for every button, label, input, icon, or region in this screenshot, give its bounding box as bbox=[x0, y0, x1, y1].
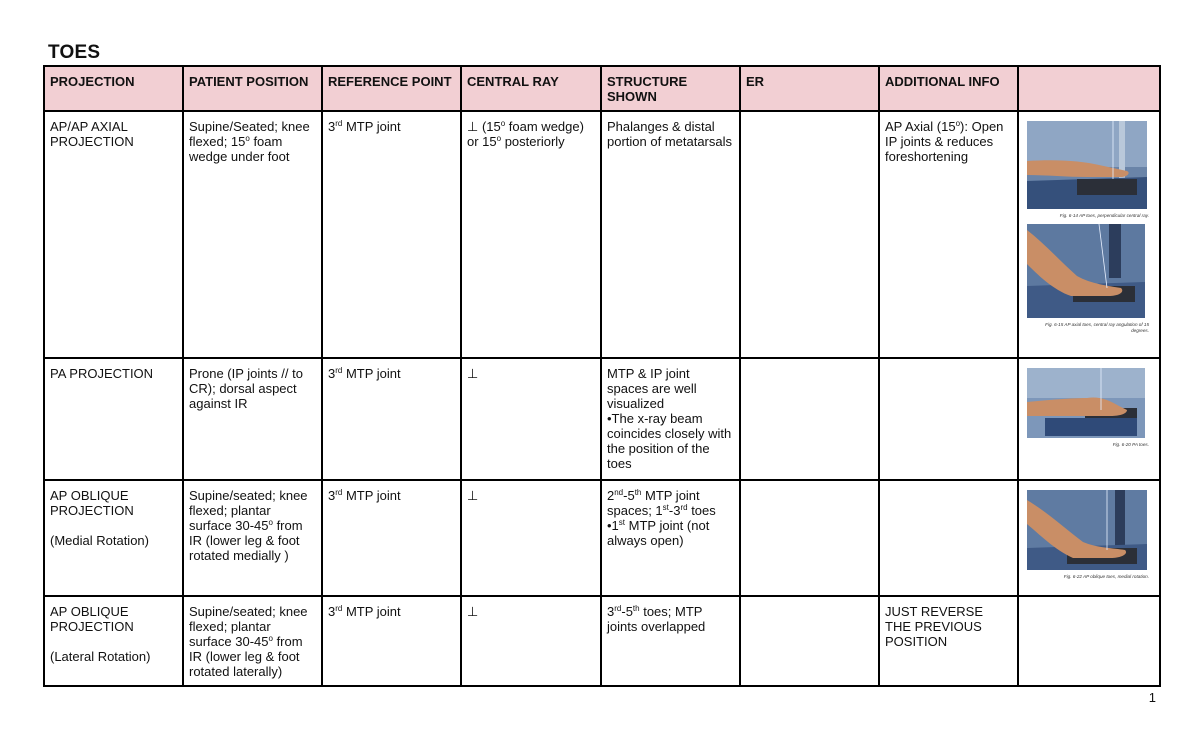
header-er: ER bbox=[740, 66, 879, 111]
cell-er bbox=[740, 480, 879, 596]
figure-ap-oblique-medial-photo bbox=[1027, 490, 1155, 580]
rotation-subtitle: (Lateral Rotation) bbox=[50, 649, 151, 664]
cell-additional-info bbox=[879, 358, 1018, 480]
cell-additional-info bbox=[879, 480, 1018, 596]
cell-patient-position: Supine/seated; knee flexed; plantar surface 30-45$^o$ from IR (lower leg & foot rotated laterally) bbox=[183, 596, 322, 686]
cell-reference-point: 3rd MTP joint bbox=[322, 111, 461, 358]
cell-figures bbox=[1018, 596, 1160, 686]
figure-caption: Fig. 6-22 AP oblique toes, medial rotation. bbox=[1063, 574, 1149, 579]
table-row bbox=[44, 480, 1160, 596]
cell-figures bbox=[1018, 111, 1160, 358]
perpendicular-icon: ⊥ bbox=[467, 604, 479, 619]
figure-ap-axial-toes-photo bbox=[1027, 224, 1155, 334]
cell-er bbox=[740, 596, 879, 686]
cell-figures bbox=[1018, 480, 1160, 596]
cell-central-ray bbox=[461, 358, 601, 480]
header-structure-shown: STRUCTURE SHOWN bbox=[601, 66, 740, 111]
header-reference-point: REFERENCE POINT bbox=[322, 66, 461, 111]
page-title: TOES bbox=[48, 42, 101, 63]
cell-central-ray bbox=[461, 596, 601, 686]
header-figures bbox=[1018, 66, 1160, 111]
cell-reference-point: 3rd MTP joint bbox=[322, 480, 461, 596]
projection-table bbox=[43, 65, 1161, 687]
figure-caption: Fig. 6-20 PA toes. bbox=[1112, 442, 1149, 447]
page-number: 1 bbox=[1148, 690, 1156, 705]
cell-structure-shown: 2nd-5th MTP joint spaces; 1st-3rd toes •1st MTP joint (not always open) bbox=[601, 480, 740, 596]
cell-structure-shown: 3rd-5th toes; MTP joints overlapped bbox=[601, 596, 740, 686]
cell-projection: AP OBLIQUE PROJECTION (Medial Rotation) bbox=[44, 480, 183, 596]
perpendicular-icon: ⊥ bbox=[467, 366, 479, 381]
figure-caption: Fig. 6-14 AP toes, perpendicular central ray. bbox=[1059, 213, 1149, 218]
cell-central-ray: ⊥ (15$^o$ foam wedge) or 15$^o$ posteriorly bbox=[461, 111, 601, 358]
cell-additional-info: JUST REVERSE THE PREVIOUS POSITION bbox=[879, 596, 1018, 686]
header-central-ray: CENTRAL RAY bbox=[461, 66, 601, 111]
cell-additional-info: AP Axial (15$^o$): Open IP joints & reduces foreshortening bbox=[879, 111, 1018, 358]
cell-structure-shown: Phalanges & distal portion of metatarsals bbox=[601, 111, 740, 358]
cell-patient-position: Supine/seated; knee flexed; plantar surface 30-45$^o$ from IR (lower leg & foot rotated medially ) bbox=[183, 480, 322, 596]
header-additional-info: ADDITIONAL INFO bbox=[879, 66, 1018, 111]
cell-figures bbox=[1018, 358, 1160, 480]
figure-pa-toes-photo bbox=[1027, 368, 1155, 448]
cell-projection: AP/AP AXIAL PROJECTION bbox=[44, 111, 183, 358]
cell-reference-point: 3rd MTP joint bbox=[322, 596, 461, 686]
cell-er bbox=[740, 111, 879, 358]
header-row bbox=[44, 66, 1160, 111]
figure-caption: Fig. 6-15 AP axial toes, central ray angulation of 15 degrees. bbox=[1045, 322, 1149, 333]
cell-central-ray bbox=[461, 480, 601, 596]
rotation-subtitle: (Medial Rotation) bbox=[50, 533, 149, 548]
cell-structure-shown: MTP & IP joint spaces are well visualized •The x-ray beam coincides closely with the position of the toes bbox=[601, 358, 740, 480]
table-row bbox=[44, 358, 1160, 480]
table-row bbox=[44, 111, 1160, 358]
header-patient-position: PATIENT POSITION bbox=[183, 66, 322, 111]
perpendicular-icon: ⊥ bbox=[467, 488, 479, 503]
cell-patient-position: Supine/Seated; knee flexed; 15$^o$ foam wedge under foot bbox=[183, 111, 322, 358]
cell-projection: AP OBLIQUE PROJECTION (Lateral Rotation) bbox=[44, 596, 183, 686]
cell-projection: PA PROJECTION bbox=[44, 358, 183, 480]
cell-er bbox=[740, 358, 879, 480]
cell-patient-position: Prone (IP joints // to CR); dorsal aspect against IR bbox=[183, 358, 322, 480]
header-projection: PROJECTION bbox=[44, 66, 183, 111]
degree-mark: o bbox=[245, 134, 250, 143]
perpendicular-icon: ⊥ bbox=[467, 119, 479, 134]
cell-reference-point: 3rd MTP joint bbox=[322, 358, 461, 480]
figure-ap-toes-photo bbox=[1027, 121, 1155, 219]
table-row bbox=[44, 596, 1160, 686]
